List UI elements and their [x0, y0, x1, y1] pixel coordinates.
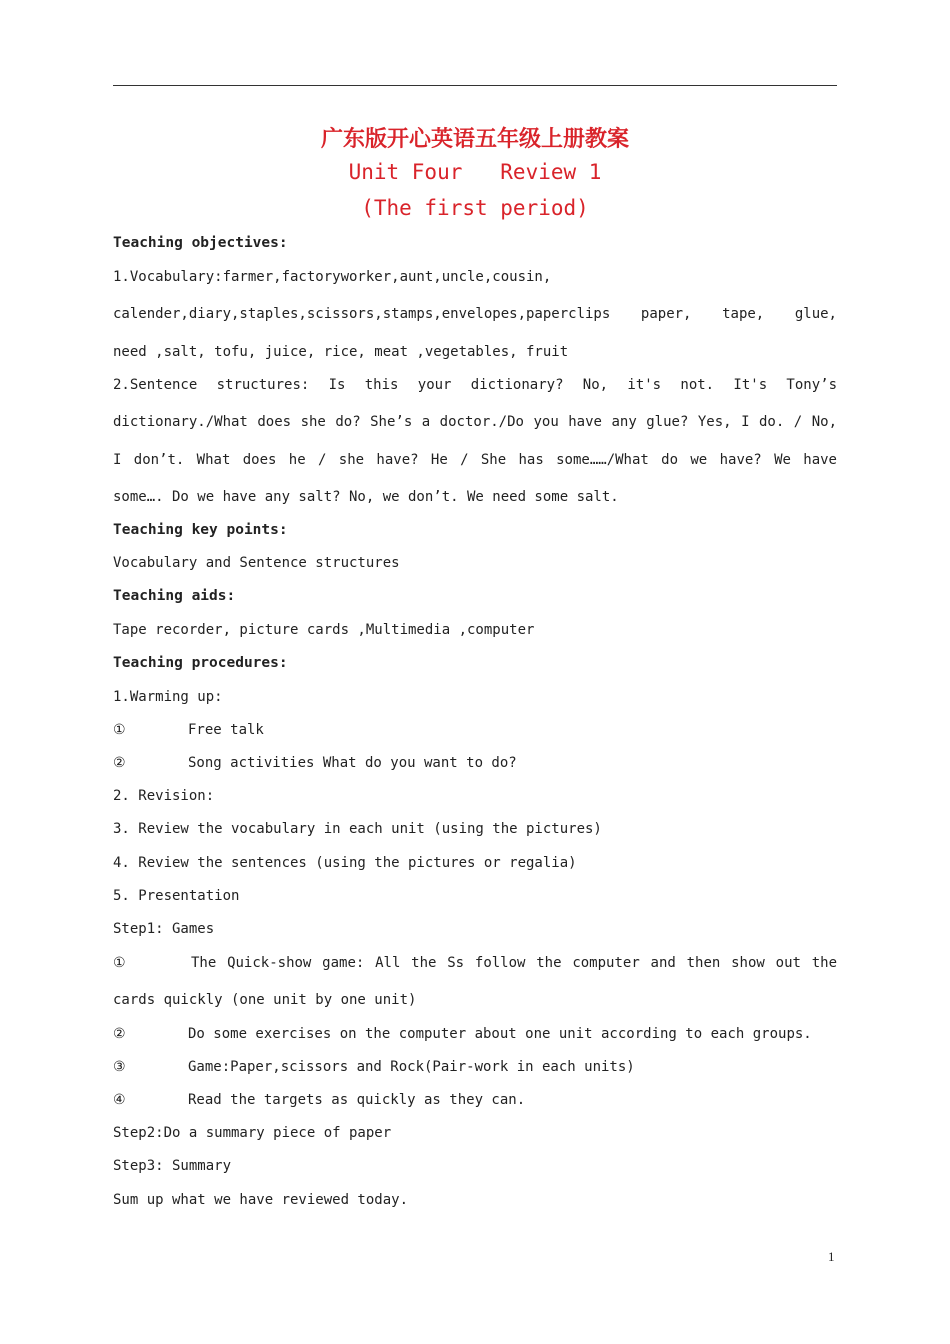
warmup-item — [113, 755, 517, 771]
vocab-line-3: need ,salt, tofu, juice, rice, meat ,vegetables, fruit — [113, 344, 569, 360]
review-vocab-line: 3. Review the vocabulary in each unit (using the pictures) — [113, 821, 602, 837]
warmup-heading: 1.Warming up: — [113, 689, 223, 705]
step3-heading: Step3: Summary — [113, 1158, 232, 1174]
presentation-heading: 5. Presentation — [113, 888, 240, 904]
revision-heading: 2. Revision: — [113, 788, 215, 804]
sentence-line-2: dictionary./What does she do? She’s a doctor./Do you have any glue? Yes, I do. / No, — [113, 414, 837, 430]
game-item-text: The Quick-show game: All the Ss follow the computer and then show out the — [191, 955, 837, 971]
warmup-item-text: Free talk — [188, 722, 264, 738]
game-item — [113, 1092, 525, 1108]
game-item-text: Do some exercises on the computer about one unit according to each groups. — [188, 1026, 812, 1042]
sumup-line: Sum up what we have reviewed today. — [113, 1192, 409, 1208]
sentence-line-4: some…. Do we have any salt? No, we don’t. We need some salt. — [113, 489, 619, 505]
aids-text: Tape recorder, picture cards ,Multimedia ,computer — [113, 622, 535, 638]
game-item — [113, 1026, 812, 1042]
step2-line: Step2:Do a summary piece of paper — [113, 1125, 392, 1141]
game-item-continuation: cards quickly (one unit by one unit) — [113, 992, 417, 1008]
sentence-line-1: 2.Sentence structures: Is this your dictionary? No, it's not. It's Tony’s — [113, 377, 837, 393]
keypoints-heading: Teaching key points: — [113, 522, 288, 538]
header-rule — [113, 85, 837, 86]
review-sentences-line: 4. Review the sentences (using the pictures or regalia) — [113, 855, 577, 871]
step1-heading: Step1: Games — [113, 921, 215, 937]
circled-number: ① — [113, 955, 126, 971]
objectives-heading: Teaching objectives: — [113, 235, 288, 251]
title-chinese: 广东版开心英语五年级上册教案 — [320, 127, 629, 152]
procedures-heading: Teaching procedures: — [113, 655, 288, 671]
sentence-line-3: I don’t. What does he / she have? He / She has some……/What do we have? We have — [113, 452, 837, 468]
vocab-line-1: 1.Vocabulary:farmer,factoryworker,aunt,uncle,cousin, — [113, 269, 552, 285]
vocab-line-2: calender,diary,staples,scissors,stamps,envelopes,paperclips paper, tape, glue, — [113, 306, 837, 322]
game-item-text: Game:Paper,scissors and Rock(Pair-work in each units) — [188, 1059, 635, 1075]
circled-number: ④ — [113, 1092, 126, 1108]
aids-heading: Teaching aids: — [113, 588, 236, 604]
warmup-item — [113, 722, 264, 738]
circled-number: ② — [113, 755, 126, 771]
game-item-text: Read the targets as quickly as they can. — [188, 1092, 526, 1108]
circled-number: ③ — [113, 1059, 126, 1075]
keypoints-text: Vocabulary and Sentence structures — [113, 555, 400, 571]
game-item — [113, 1059, 635, 1075]
game-item — [113, 955, 837, 971]
title-unit: Unit Four Review 1 — [348, 160, 602, 184]
circled-number: ① — [113, 722, 126, 738]
circled-number: ② — [113, 1026, 126, 1042]
page-number: 1 — [828, 1249, 835, 1264]
warmup-item-text: Song activities What do you want to do? — [188, 755, 517, 771]
title-period: (The first period) — [361, 196, 589, 220]
